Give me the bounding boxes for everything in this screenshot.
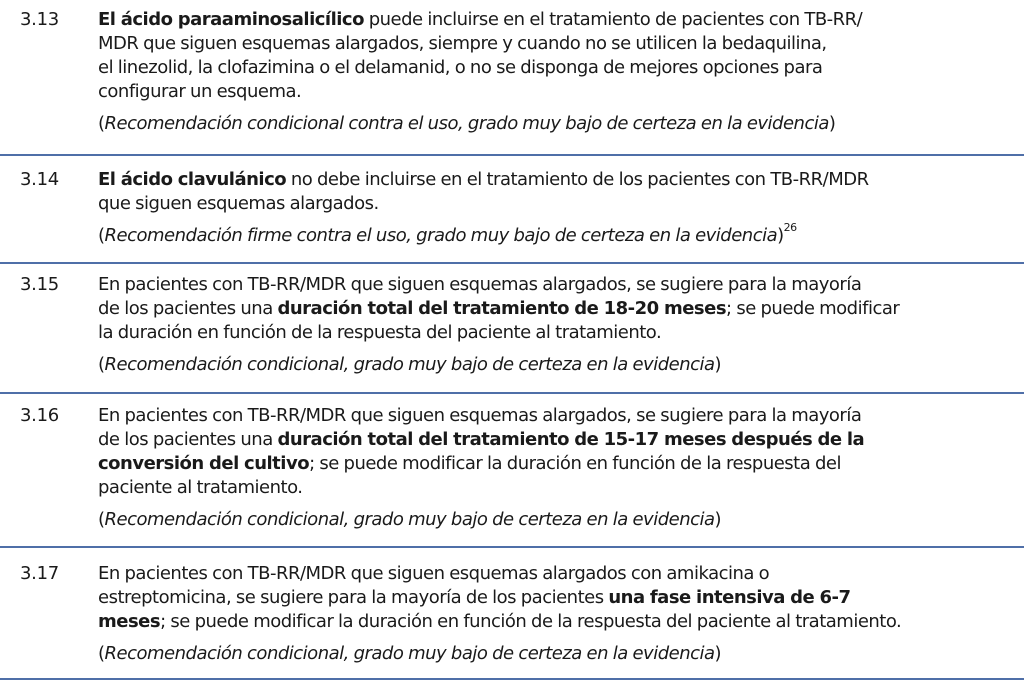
text-run: el linezolid, la clofazimina o el delamanid, o no se disponga de mejores opciones para	[98, 57, 823, 78]
divider	[0, 546, 1024, 548]
recommendation-body	[98, 404, 1018, 532]
text-line	[98, 80, 1018, 104]
bold-emphasis: El ácido paraaminosalicílico	[98, 9, 364, 30]
text-run: ; se puede modificar	[726, 298, 900, 319]
text-line	[98, 8, 1018, 32]
recommendation-number: 3.17	[20, 563, 59, 584]
text-run: puede incluirse en el tratamiento de pacientes con TB-RR/	[363, 9, 863, 30]
divider	[0, 678, 1024, 680]
recommendation-grade: (Recomendación condicional, grado muy bajo de certeza en la evidencia)	[98, 509, 722, 530]
bold-emphasis: meses	[98, 611, 161, 632]
text-line	[98, 273, 1018, 297]
recommendation-number: 3.14	[20, 169, 59, 190]
text-line	[98, 428, 1018, 452]
text-line	[98, 610, 1018, 634]
text-line	[98, 32, 1018, 56]
recommendation-number: 3.13	[20, 9, 59, 30]
recommendation-body	[98, 168, 1018, 248]
text-line	[98, 192, 1018, 216]
text-line	[98, 168, 1018, 192]
text-run: configurar un esquema.	[98, 81, 302, 102]
divider	[0, 154, 1024, 156]
text-run: MDR que siguen esquemas alargados, siempre y cuando no se utilicen la bedaquilina,	[98, 33, 827, 54]
recommendation-number: 3.16	[20, 405, 59, 426]
text-line	[98, 297, 1018, 321]
divider	[0, 392, 1024, 394]
bold-emphasis: duración total del tratamiento de 18-20 meses	[277, 298, 727, 319]
footnote-ref: 26	[783, 221, 797, 234]
text-line	[98, 321, 1018, 345]
recommendation-grade: (Recomendación condicional, grado muy bajo de certeza en la evidencia)	[98, 643, 722, 664]
recommendation-text	[98, 8, 1018, 104]
text-line	[98, 476, 1018, 500]
recommendation-grade: (Recomendación condicional, grado muy bajo de certeza en la evidencia)	[98, 354, 722, 375]
text-run: que siguen esquemas alargados.	[98, 193, 379, 214]
text-run: no debe incluirse en el tratamiento de los pacientes con TB-RR/MDR	[286, 169, 869, 190]
text-line	[98, 404, 1018, 428]
recommendation-body	[98, 273, 1018, 377]
text-run: En pacientes con TB-RR/MDR que siguen esquemas alargados con amikacina o	[98, 563, 770, 584]
text-line	[98, 56, 1018, 80]
recommendation-text	[98, 168, 1018, 216]
recommendation-text	[98, 404, 1018, 500]
text-run: En pacientes con TB-RR/MDR que siguen esquemas alargados, se sugiere para la mayoría	[98, 274, 862, 295]
text-run: ; se puede modificar la duración en función de la respuesta del paciente al tratamiento.	[160, 611, 902, 632]
recommendation-grade: (Recomendación condicional contra el uso, grado muy bajo de certeza en la evidencia)	[98, 113, 836, 134]
text-run: de los pacientes una	[98, 429, 278, 450]
text-line	[98, 562, 1018, 586]
bold-emphasis: duración total del tratamiento de 15-17 meses después de la	[277, 429, 865, 450]
text-run: de los pacientes una	[98, 298, 278, 319]
text-line	[98, 586, 1018, 610]
recommendation-text	[98, 273, 1018, 345]
text-run: ; se puede modificar la duración en función de la respuesta del	[309, 453, 841, 474]
recommendation-number: 3.15	[20, 274, 59, 295]
text-run: En pacientes con TB-RR/MDR que siguen esquemas alargados, se sugiere para la mayoría	[98, 405, 862, 426]
bold-emphasis: El ácido clavulánico	[98, 169, 287, 190]
text-run: la duración en función de la respuesta del paciente al tratamiento.	[98, 322, 662, 343]
bold-emphasis: una fase intensiva de 6-7	[608, 587, 851, 608]
recommendation-body	[98, 8, 1018, 136]
recommendation-grade: (Recomendación firme contra el uso, grado muy bajo de certeza en la evidencia)$^{26}$	[98, 221, 797, 246]
bold-emphasis: conversión del cultivo	[98, 453, 310, 474]
recommendation-text	[98, 562, 1018, 634]
text-run: estreptomicina, se sugiere para la mayoría de los pacientes	[98, 587, 609, 608]
text-line	[98, 452, 1018, 476]
divider	[0, 262, 1024, 264]
text-run: paciente al tratamiento.	[98, 477, 303, 498]
recommendation-body	[98, 562, 1018, 666]
